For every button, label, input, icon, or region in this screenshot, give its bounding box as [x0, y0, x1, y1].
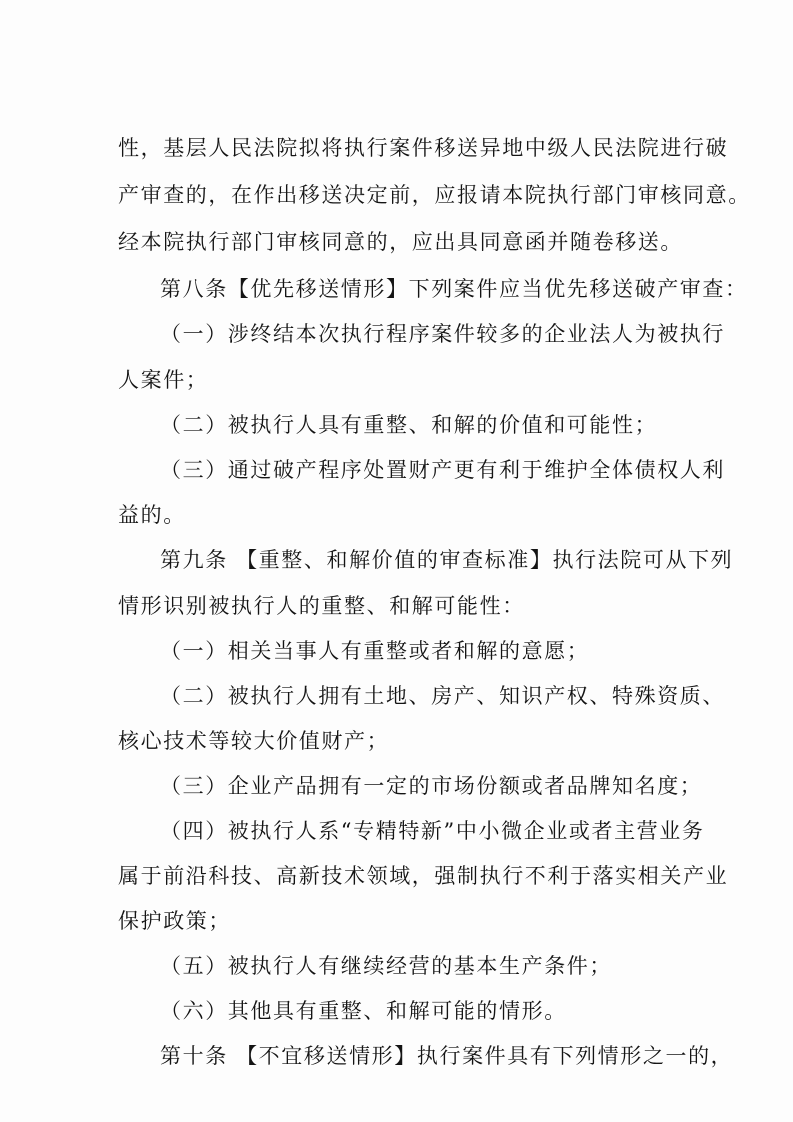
article-8-heading: 第八条【优先移送情形】下列案件应当优先移送破产审查： [160, 277, 748, 301]
article-10-heading: 第十条 【不宜移送情形】执行案件具有下列情形之一的， [160, 1044, 734, 1068]
text-line-6: 人案件； [118, 368, 209, 392]
article-9-heading: 第九条 【重整、和解价值的审查标准】执行法院可从下列 [160, 548, 734, 572]
text-line-16: （四）被执行人系“专精特新”中小微企业或者主营业务 [160, 819, 705, 843]
text-line-3: 经本院执行部门审核同意的，应出具同意函并随卷移送。 [118, 230, 683, 254]
text-line-2: 产审查的，在作出移送决定前，应报请本院执行部门审核同意。 [118, 183, 751, 207]
text-line-11: 情形识别被执行人的重整、和解可能性： [118, 594, 525, 618]
text-line-20: （六）其他具有重整、和解可能的情形。 [160, 999, 567, 1023]
text-line-17: 属于前沿科技、高新技术领域，强制执行不利于落实相关产业 [118, 864, 729, 888]
text-line-14: 核心技术等较大价值财产； [118, 729, 390, 753]
text-line-5: （一）涉终结本次执行程序案件较多的企业法人为被执行 [160, 322, 725, 346]
text-line-15: （三）企业产品拥有一定的市场份额或者品牌知名度； [160, 774, 703, 798]
text-line-18: 保护政策； [118, 909, 231, 933]
text-line-1: 性，基层人民法院拟将执行案件移送异地中级人民法院进行破 [118, 136, 729, 160]
text-line-19: （五）被执行人有继续经营的基本生产条件； [160, 954, 612, 978]
text-line-9: 益的。 [118, 503, 186, 527]
text-line-8: （三）通过破产程序处置财产更有利于维护全体债权人利 [160, 458, 725, 482]
text-line-12: （一）相关当事人有重整或者和解的意愿； [160, 639, 590, 663]
text-line-13: （二）被执行人拥有土地、房产、知识产权、特殊资质、 [160, 684, 725, 708]
text-line-7: （二）被执行人具有重整、和解的价值和可能性； [160, 413, 658, 437]
